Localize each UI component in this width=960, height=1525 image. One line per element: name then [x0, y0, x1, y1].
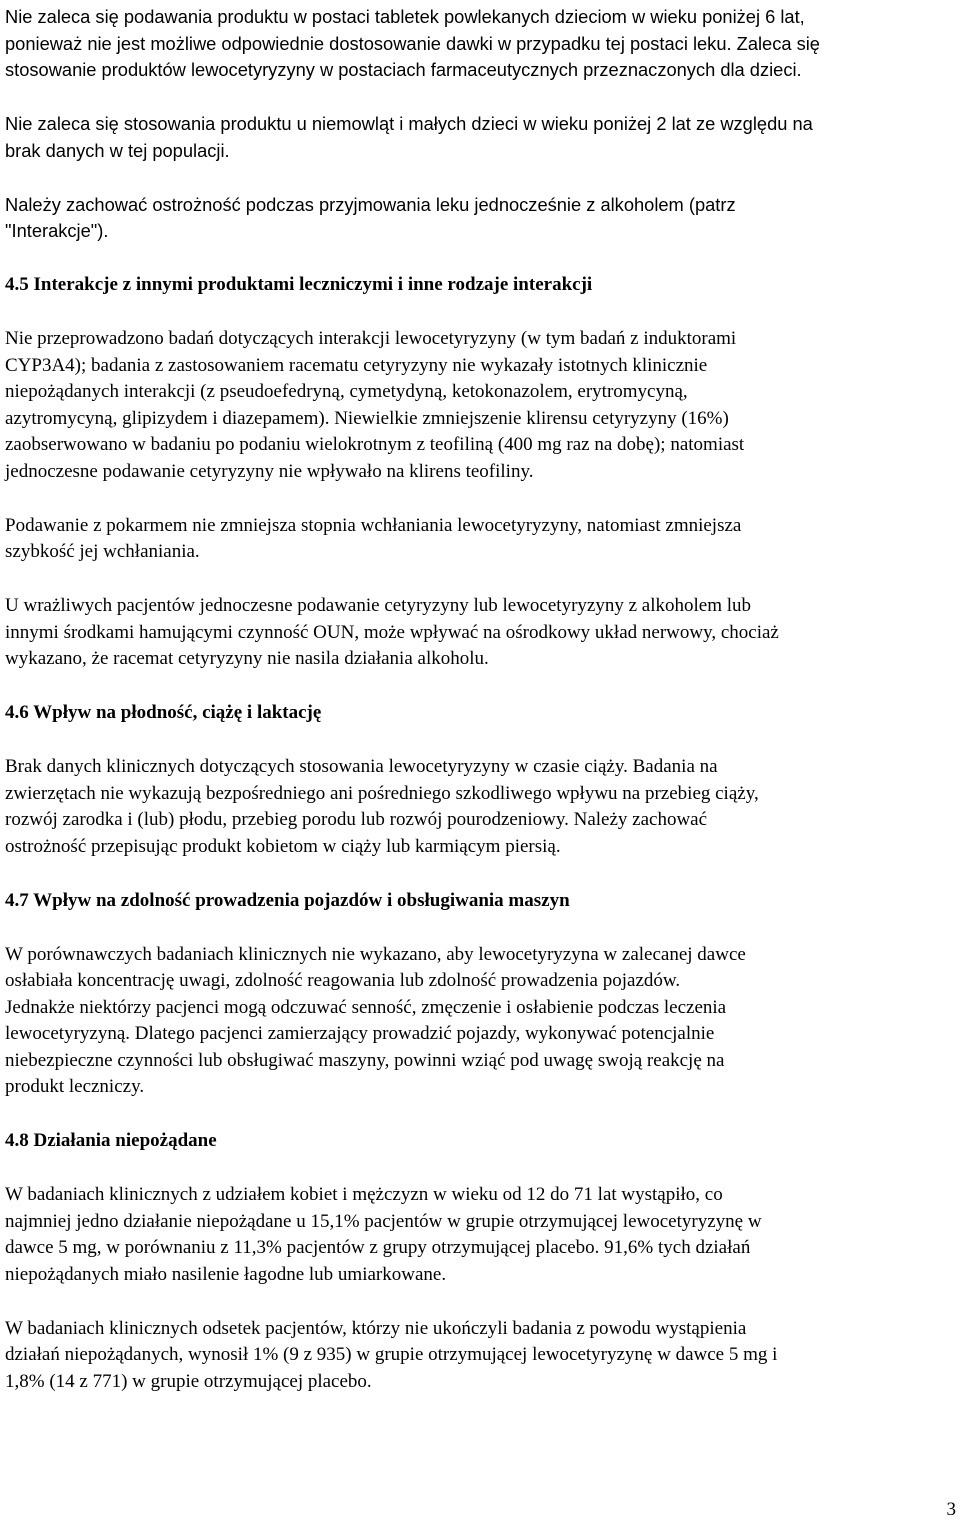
paragraph-discontinuation: W badaniach klinicznych odsetek pacjentów, którzy nie ukończyli badania z powodu wystąpienia działań niepożądanych, wynosił 1% (9 z 935) w grupie otrzymującej lewocetyryzynę w dawce 5 mg i 1,8% (14 z 771) w grupie otrzymującej placebo. [5, 1317, 778, 1392]
paragraph-infants: Nie zaleca się stosowania produktu u niemowląt i małych dzieci w wieku poniżej 2 lat ze względu na brak danych w tej populacji. [5, 113, 813, 161]
document-page [5, 4, 955, 1395]
heading-section-4-7: 4.7 Wpływ na zdolność prowadzenia pojazdów i obsługiwania maszyn [5, 889, 570, 911]
paragraph-driving: W porównawczych badaniach klinicznych nie wykazano, aby lewocetyryzyna w zalecanej dawce osłabiała koncentrację uwagi, zdolność reagowania lub zdolność prowadzenia pojazdów. Jednakże niektórzy pacjenci mogą odczuwać senność, zmęczenie i osłabienie podczas leczenia lewocetyryzyną. Dlatego pacjenci zamierzający prowadzić pojazdy, wykonywać potencjalnie niebezpieczne czynności lub obsługiwać maszyny, powinni wziąć pod uwagę swoją reakcję na produkt leczniczy. [5, 943, 746, 1097]
heading-section-4-5: 4.5 Interakcje z innymi produktami leczniczymi i inne rodzaje interakcji [5, 274, 593, 295]
paragraph-alcohol-caution: Należy zachować ostrożność podczas przyjmowania leku jednocześnie z alkoholem (patrz "Interakcje"). [5, 193, 736, 241]
heading-section-4-6: 4.6 Wpływ na płodność, ciążę i laktację [5, 702, 322, 723]
paragraph-interactions: Nie przeprowadzono badań dotyczących interakcji lewocetyryzyny (w tym badań z induktorami CYP3A4); badania z zastosowaniem racematu cetyryzyny nie wykazały istotnych klinicznie niepożądanych interakcji (z pseudoefedryną, cymetydyną, ketokonazolem, erytromycyną, azytromycyną, glipizydem i diazepamem). Niewielkie zmniejszenie klirensu cetyryzyny (16%) zaobserwowano w badaniu po podaniu wielokrotnym z teofiliną (400 mg raz na dobę); natomiast jednoczesne podawanie cetyryzyny nie wpływało na klirens teofiliny. [5, 328, 745, 482]
paragraph-adverse-events: W badaniach klinicznych z udziałem kobiet i mężczyzn w wieku od 12 do 71 lat wystąpiło, co najmniej jedno działanie niepożądane u 15,1% pacjentów w grupie otrzymującej lewocetyryzynę w dawce 5 mg, w porównaniu z 11,3% pacjentów z grupy otrzymującej placebo. 91,6% tych działań niepożądanych miało nasilenie łagodne lub umiarkowane. [5, 1184, 762, 1285]
paragraph-dosage-children: Nie zaleca się podawania produktu w postaci tabletek powlekanych dzieciom w wieku poniżej 6 lat, ponieważ nie jest możliwe odpowiednie dostosowanie dawki w przypadku tej postaci leku. Zaleca się stosowanie produktów lewocetyryzyny w postaciach farmaceutycznych przeznaczonych dla dzieci. [5, 6, 820, 80]
paragraph-cns-alcohol: U wrażliwych pacjentów jednoczesne podawanie cetyryzyny lub lewocetyryzyny z alkoholem lub innymi środkami hamującymi czynność OUN, może wpływać na ośrodkowy układ nerwowy, chociaż wykazano, że racemat cetyryzyny nie nasila działania alkoholu. [5, 595, 779, 669]
paragraph-pregnancy: Brak danych klinicznych dotyczących stosowania lewocetyryzyny w czasie ciąży. Badania na zwierzętach nie wykazują bezpośredniego ani pośredniego szkodliwego wpływu na przebieg ciąży, rozwój zarodka i (lub) płodu, przebieg porodu lub rozwój pourodzeniowy. Należy zachować ostrożność przepisując produkt kobietom w ciąży lub karmiącym piersią. [5, 756, 759, 857]
heading-section-4-8: 4.8 Działania niepożądane [5, 1130, 217, 1151]
page-number: 3 [946, 1499, 956, 1520]
paragraph-food: Podawanie z pokarmem nie zmniejsza stopnia wchłaniania lewocetyryzyny, natomiast zmniejsza szybkość jej wchłaniania. [5, 514, 742, 562]
